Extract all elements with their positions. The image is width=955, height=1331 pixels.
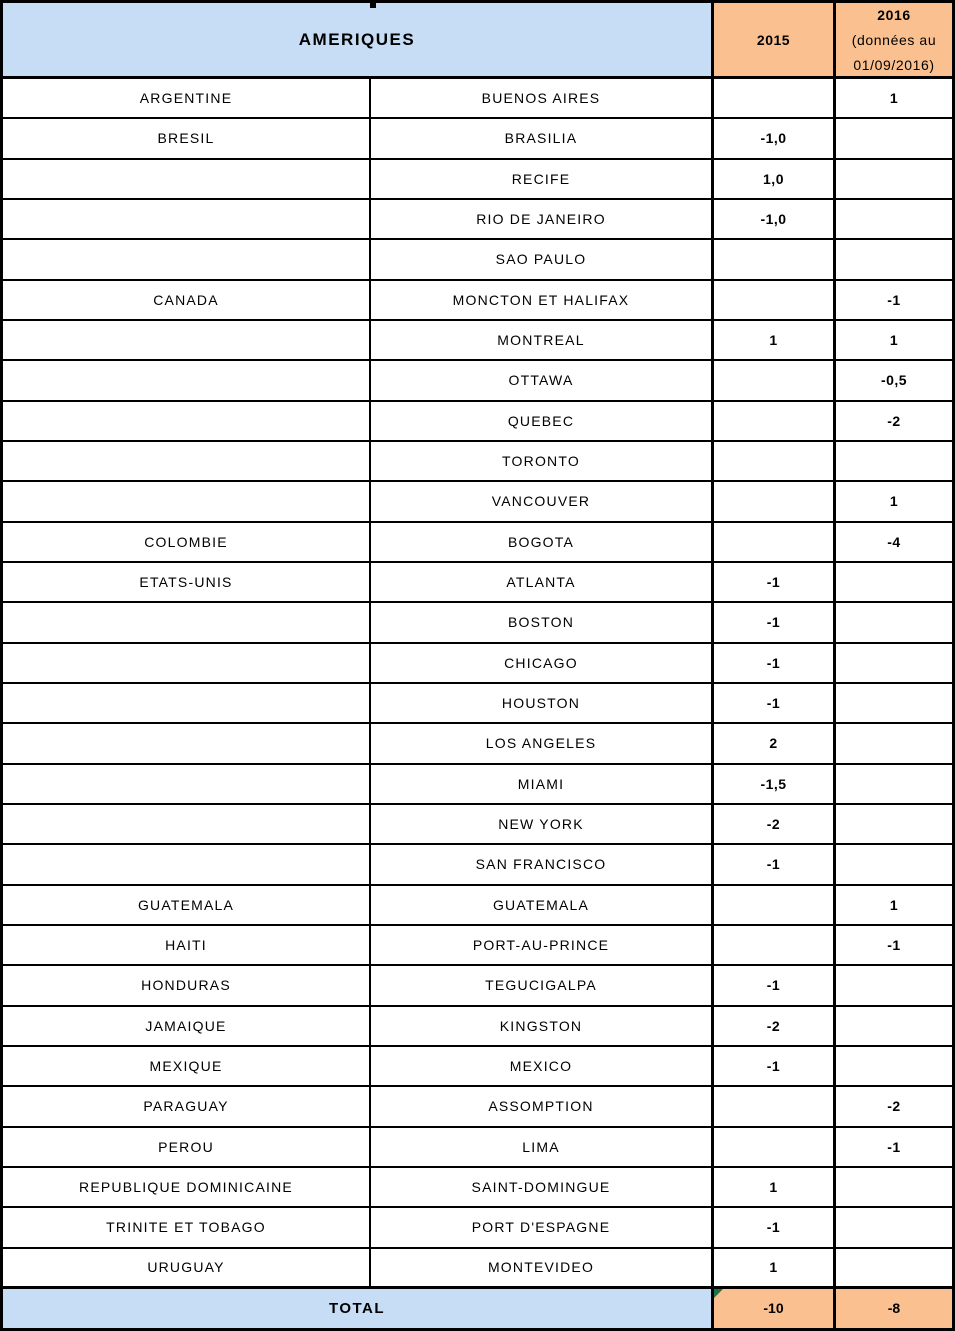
country-cell[interactable] (3, 200, 371, 238)
city-cell[interactable]: MONTREAL (371, 321, 714, 359)
table-row (3, 200, 952, 240)
value-2015-cell[interactable]: 1,0 (714, 160, 836, 198)
value-2016-cell[interactable]: -4 (887, 533, 901, 550)
value-2015-cell[interactable]: -1 (714, 563, 836, 601)
table-row (3, 482, 952, 522)
total-2016-cell[interactable]: -8 (836, 1289, 952, 1328)
country-cell[interactable] (3, 402, 371, 440)
country-cell[interactable] (3, 644, 371, 682)
table-row (3, 926, 952, 966)
table-row (3, 361, 952, 401)
table-row (3, 765, 952, 805)
table-row (3, 1128, 952, 1168)
country-cell[interactable] (3, 160, 371, 198)
total-row (3, 1289, 952, 1328)
country-cell[interactable] (3, 845, 371, 883)
table-row (3, 119, 952, 159)
country-cell[interactable] (3, 321, 371, 359)
country-cell[interactable]: HONDURAS (3, 966, 371, 1004)
country-cell[interactable]: GUATEMALA (3, 886, 371, 924)
country-cell[interactable]: URUGUAY (3, 1249, 371, 1286)
city-cell[interactable]: QUEBEC (371, 402, 714, 440)
country-cell[interactable]: ETATS-UNIS (3, 563, 371, 601)
table-row (3, 281, 952, 321)
value-2016-cell[interactable] (836, 966, 952, 1004)
country-cell[interactable] (3, 442, 371, 480)
value-2016-cell[interactable] (836, 1007, 952, 1045)
city-cell[interactable]: LOS ANGELES (371, 724, 714, 762)
city-cell[interactable]: TORONTO (371, 442, 714, 480)
header-row (3, 3, 952, 79)
value-2015-cell[interactable]: -1 (714, 644, 836, 682)
region-title-cell[interactable]: AMERIQUES (3, 3, 714, 79)
total-2015-cell[interactable] (714, 1289, 836, 1328)
city-cell[interactable]: SAN FRANCISCO (371, 845, 714, 883)
table-row (3, 1208, 952, 1248)
col-2016-note-line2: 01/09/2016) (853, 56, 935, 73)
total-label-cell[interactable]: TOTAL (3, 1289, 714, 1328)
table-row (3, 321, 952, 361)
value-2015-cell[interactable]: -1 (714, 966, 836, 1004)
value-2016-cell[interactable]: -2 (887, 1098, 901, 1115)
country-cell[interactable] (3, 482, 371, 520)
city-cell[interactable]: SAO PAULO (371, 240, 714, 278)
value-2016-cell[interactable] (836, 119, 952, 157)
table-row (3, 684, 952, 724)
table-row (3, 1007, 952, 1047)
value-2015-cell[interactable] (714, 79, 836, 117)
city-cell[interactable]: KINGSTON (371, 1007, 714, 1045)
city-cell[interactable]: TEGUCIGALPA (371, 966, 714, 1004)
city-cell[interactable]: CHICAGO (371, 644, 714, 682)
city-cell[interactable]: LIMA (371, 1128, 714, 1166)
city-cell[interactable]: BUENOS AIRES (371, 79, 714, 117)
value-2016-cell[interactable] (836, 1047, 952, 1085)
city-cell[interactable]: BOSTON (371, 603, 714, 641)
table-row (3, 1168, 952, 1208)
value-2016-cell[interactable]: 1 (889, 332, 899, 349)
value-2016-cell[interactable] (836, 684, 952, 722)
city-cell[interactable]: MEXICO (371, 1047, 714, 1085)
value-2015-cell[interactable]: 1 (714, 1168, 836, 1206)
value-2015-cell[interactable]: -2 (714, 1007, 836, 1045)
table-row (3, 1087, 952, 1127)
table-row (3, 886, 952, 926)
city-cell[interactable]: VANCOUVER (371, 482, 714, 520)
value-2015-cell[interactable]: -1 (714, 845, 836, 883)
value-2016-cell[interactable] (836, 240, 952, 278)
value-2015-cell[interactable] (714, 886, 836, 924)
city-cell[interactable]: ATLANTA (371, 563, 714, 601)
value-2015-cell[interactable]: -1 (714, 1208, 836, 1246)
value-2015-cell[interactable] (714, 240, 836, 278)
city-cell[interactable]: HOUSTON (371, 684, 714, 722)
value-2015-cell[interactable] (714, 926, 836, 964)
value-2016-cell[interactable] (836, 765, 952, 803)
col-2016-note-line1: (données au (851, 31, 937, 48)
city-cell[interactable]: PORT D'ESPAGNE (371, 1208, 714, 1246)
country-cell[interactable]: TRINITE ET TOBAGO (3, 1208, 371, 1246)
value-2016-cell[interactable] (836, 1249, 952, 1286)
table-row (3, 160, 952, 200)
col-2015-header-cell[interactable]: 2015 (714, 3, 836, 79)
col-2016-header-cell[interactable] (836, 3, 952, 79)
table-row (3, 1249, 952, 1289)
value-2015-cell[interactable] (714, 361, 836, 399)
value-2016-cell[interactable]: -0,5 (880, 372, 908, 389)
value-2016-cell[interactable]: 1 (889, 896, 899, 913)
country-cell[interactable] (3, 240, 371, 278)
total-2015-value: -10 (763, 1300, 784, 1317)
city-cell[interactable]: PORT-AU-PRINCE (371, 926, 714, 964)
city-cell[interactable]: SAINT-DOMINGUE (371, 1168, 714, 1206)
value-2016-cell[interactable]: 1 (889, 493, 899, 510)
city-cell[interactable]: NEW YORK (371, 805, 714, 843)
table-row (3, 442, 952, 482)
value-2016-cell[interactable] (836, 442, 952, 480)
value-2016-cell[interactable]: -2 (887, 412, 901, 429)
value-2015-cell[interactable] (714, 482, 836, 520)
value-2016-cell[interactable]: 1 (889, 90, 899, 107)
city-cell[interactable]: ASSOMPTION (371, 1087, 714, 1125)
table-row (3, 603, 952, 643)
country-cell[interactable] (3, 361, 371, 399)
table-row (3, 1047, 952, 1087)
table-row (3, 805, 952, 845)
value-2016-cell[interactable] (836, 1168, 952, 1206)
country-cell[interactable]: MEXIQUE (3, 1047, 371, 1085)
value-2015-cell[interactable] (714, 1087, 836, 1125)
table-row (3, 240, 952, 280)
country-cell[interactable] (3, 765, 371, 803)
city-cell[interactable]: GUATEMALA (371, 886, 714, 924)
table-row (3, 644, 952, 684)
city-cell[interactable]: RECIFE (371, 160, 714, 198)
value-2016-cell[interactable] (836, 805, 952, 843)
country-cell[interactable]: CANADA (3, 281, 371, 319)
value-2015-cell[interactable]: -1 (714, 1047, 836, 1085)
value-2016-cell[interactable] (836, 200, 952, 238)
city-cell[interactable]: MONCTON ET HALIFAX (371, 281, 714, 319)
city-cell[interactable]: OTTAWA (371, 361, 714, 399)
column-divider-notch (370, 3, 376, 8)
value-2016-cell[interactable] (836, 603, 952, 641)
value-2015-cell[interactable]: 1 (714, 321, 836, 359)
value-2016-cell[interactable]: -1 (887, 1138, 901, 1155)
excel-error-triangle-icon (714, 1289, 723, 1298)
country-cell[interactable] (3, 603, 371, 641)
value-2016-cell[interactable]: -1 (887, 937, 901, 954)
city-cell[interactable]: MIAMI (371, 765, 714, 803)
country-cell[interactable]: JAMAIQUE (3, 1007, 371, 1045)
country-cell[interactable] (3, 805, 371, 843)
col-2016-year: 2016 (877, 6, 911, 23)
table-row (3, 845, 952, 885)
value-2016-cell[interactable] (836, 1208, 952, 1246)
value-2016-cell[interactable]: -1 (887, 291, 901, 308)
value-2015-cell[interactable] (714, 1128, 836, 1166)
value-2015-cell[interactable] (714, 402, 836, 440)
country-cell[interactable] (3, 724, 371, 762)
table-body (3, 79, 952, 1289)
city-cell[interactable]: BOGOTA (371, 523, 714, 561)
country-cell[interactable]: ARGENTINE (3, 79, 371, 117)
table-row (3, 563, 952, 603)
value-2015-cell[interactable]: 1 (714, 1249, 836, 1286)
country-cell[interactable]: HAITI (3, 926, 371, 964)
value-2016-cell[interactable] (836, 644, 952, 682)
table-row (3, 523, 952, 563)
value-2015-cell[interactable]: -1 (714, 603, 836, 641)
value-2015-cell[interactable]: -2 (714, 805, 836, 843)
value-2016-cell[interactable] (836, 724, 952, 762)
value-2015-cell[interactable] (714, 281, 836, 319)
value-2015-cell[interactable] (714, 523, 836, 561)
table-row (3, 402, 952, 442)
city-cell[interactable]: RIO DE JANEIRO (371, 200, 714, 238)
country-cell[interactable] (3, 684, 371, 722)
value-2016-cell[interactable] (836, 160, 952, 198)
value-2015-cell[interactable]: 2 (714, 724, 836, 762)
value-2016-cell[interactable] (836, 845, 952, 883)
value-2015-cell[interactable]: -1 (714, 684, 836, 722)
country-cell[interactable]: PEROU (3, 1128, 371, 1166)
value-2015-cell[interactable]: -1,0 (714, 200, 836, 238)
country-cell[interactable]: BRESIL (3, 119, 371, 157)
city-cell[interactable]: MONTEVIDEO (371, 1249, 714, 1286)
table-row (3, 966, 952, 1006)
country-cell[interactable]: PARAGUAY (3, 1087, 371, 1125)
table-row (3, 79, 952, 119)
value-2015-cell[interactable]: -1,0 (714, 119, 836, 157)
value-2016-cell[interactable] (836, 563, 952, 601)
value-2015-cell[interactable] (714, 442, 836, 480)
city-cell[interactable]: BRASILIA (371, 119, 714, 157)
value-2015-cell[interactable]: -1,5 (714, 765, 836, 803)
country-cell[interactable]: COLOMBIE (3, 523, 371, 561)
table-row (3, 724, 952, 764)
country-cell[interactable]: REPUBLIQUE DOMINICAINE (3, 1168, 371, 1206)
